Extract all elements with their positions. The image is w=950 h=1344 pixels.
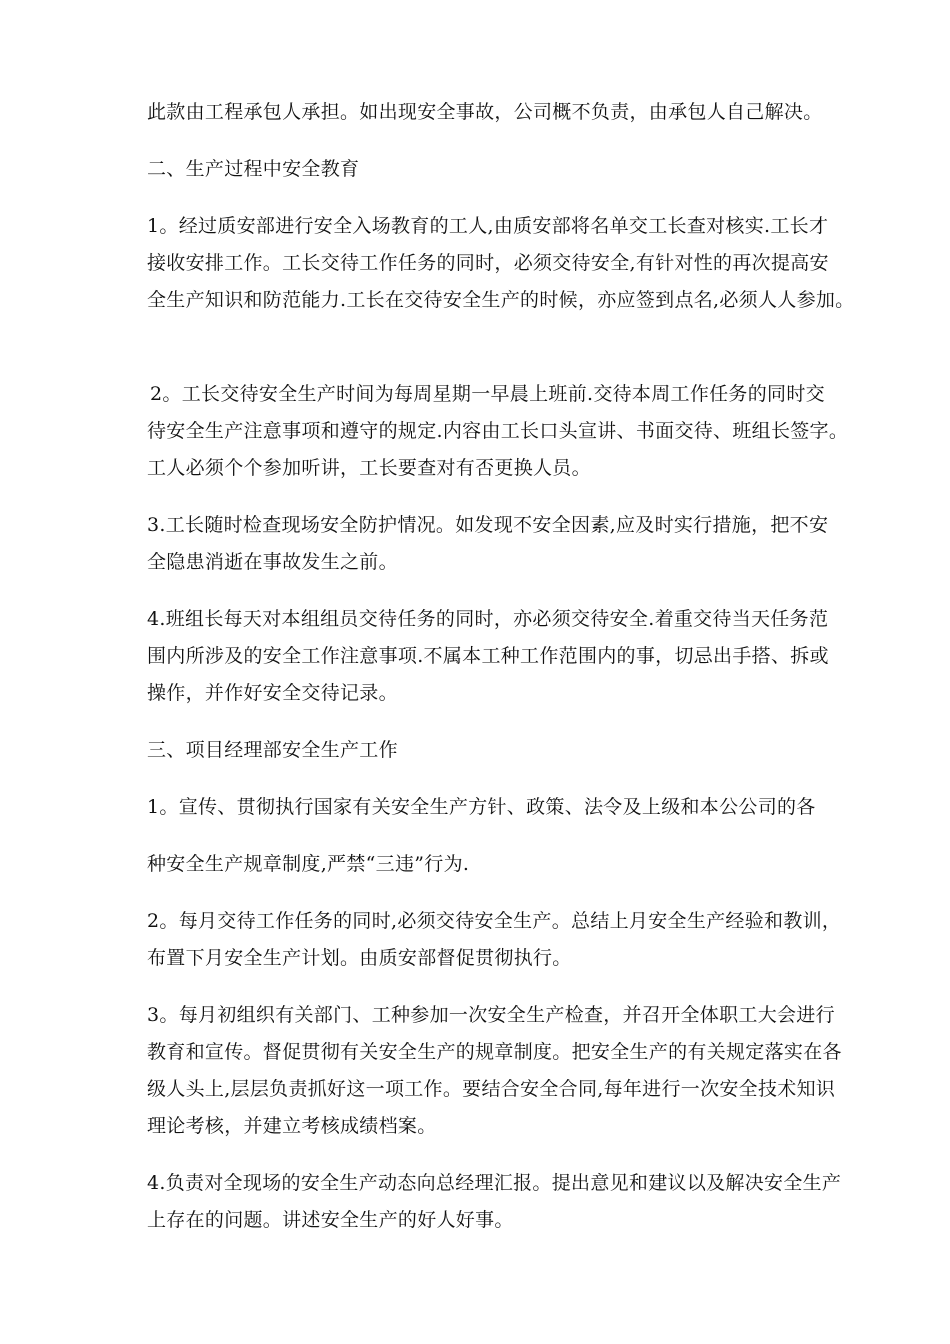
text-line: 上存在的问题。讲述安全生产的好人好事。 [147, 1209, 514, 1231]
text-line: 布置下月安全生产计划。由质安部督促贯彻执行。 [147, 947, 572, 969]
text-line: 2。每月交待工作任务的同时,必须交待安全生产。总结上月安全生产经验和教训， [147, 910, 842, 932]
text-line: 3。每月初组织有关部门、工种参加一次安全生产检查，并召开全体职工大会进行 [147, 1004, 835, 1026]
text-line: 接收安排工作。工长交待工作任务的同时，必须交待安全,有针对性的再次提高安 [147, 252, 829, 274]
text-line: 2。工长交待安全生产时间为每周星期一早晨上班前.交待本周工作任务的同时交 [150, 383, 825, 405]
text-line: 工人必须个个参加听讲，工长要查对有否更换人员。 [147, 457, 591, 479]
text-line: 级人头上,层层负责抓好这一项工作。要结合安全合同,每年进行一次安全技术知识 [147, 1078, 836, 1100]
text-line: 全隐患消逝在事故发生之前。 [147, 551, 398, 573]
section-heading: 二、生产过程中安全教育 [147, 158, 360, 180]
text-line: 4.班组长每天对本组组员交待任务的同时，亦必须交待安全.着重交待当天任务范 [147, 608, 829, 630]
text-line: 3.工长随时检查现场安全防护情况。如发现不安全因素,应及时实行措施，把不安 [147, 514, 829, 536]
text-line: 1。宣传、贯彻执行国家有关安全生产方针、政策、法令及上级和本公公司的各 [147, 796, 816, 818]
text-line: 全生产知识和防范能力.工长在交待安全生产的时候，亦应签到点名,必须人人参加。 [147, 289, 855, 311]
text-line: 操作，并作好安全交待记录。 [147, 682, 398, 704]
text-line: 4.负责对全现场的安全生产动态向总经理汇报。提出意见和建议以及解决安全生产 [147, 1172, 842, 1194]
text-line: 1。经过质安部进行安全入场教育的工人,由质安部将名单交工长查对核实.工长才 [147, 215, 829, 237]
text-line: 此款由工程承包人承担。如出现安全事故，公司概不负责，由承包人自己解决。 [147, 101, 823, 123]
text-line: 教育和宣传。督促贯彻有关安全生产的规章制度。把安全生产的有关规定落实在各 [147, 1041, 842, 1063]
text-line: 待安全生产注意事项和遵守的规定.内容由工长口头宣讲、书面交待、班组长签字。 [147, 420, 849, 442]
text-line: 理论考核，并建立考核成绩档案。 [147, 1115, 437, 1137]
text-line: 种安全生产规章制度,严禁“三违”行为. [147, 853, 470, 875]
text-line: 围内所涉及的安全工作注意事项.不属本工种工作范围内的事，切忌出手搭、拆或 [147, 645, 829, 667]
section-heading: 三、项目经理部安全生产工作 [147, 739, 398, 761]
